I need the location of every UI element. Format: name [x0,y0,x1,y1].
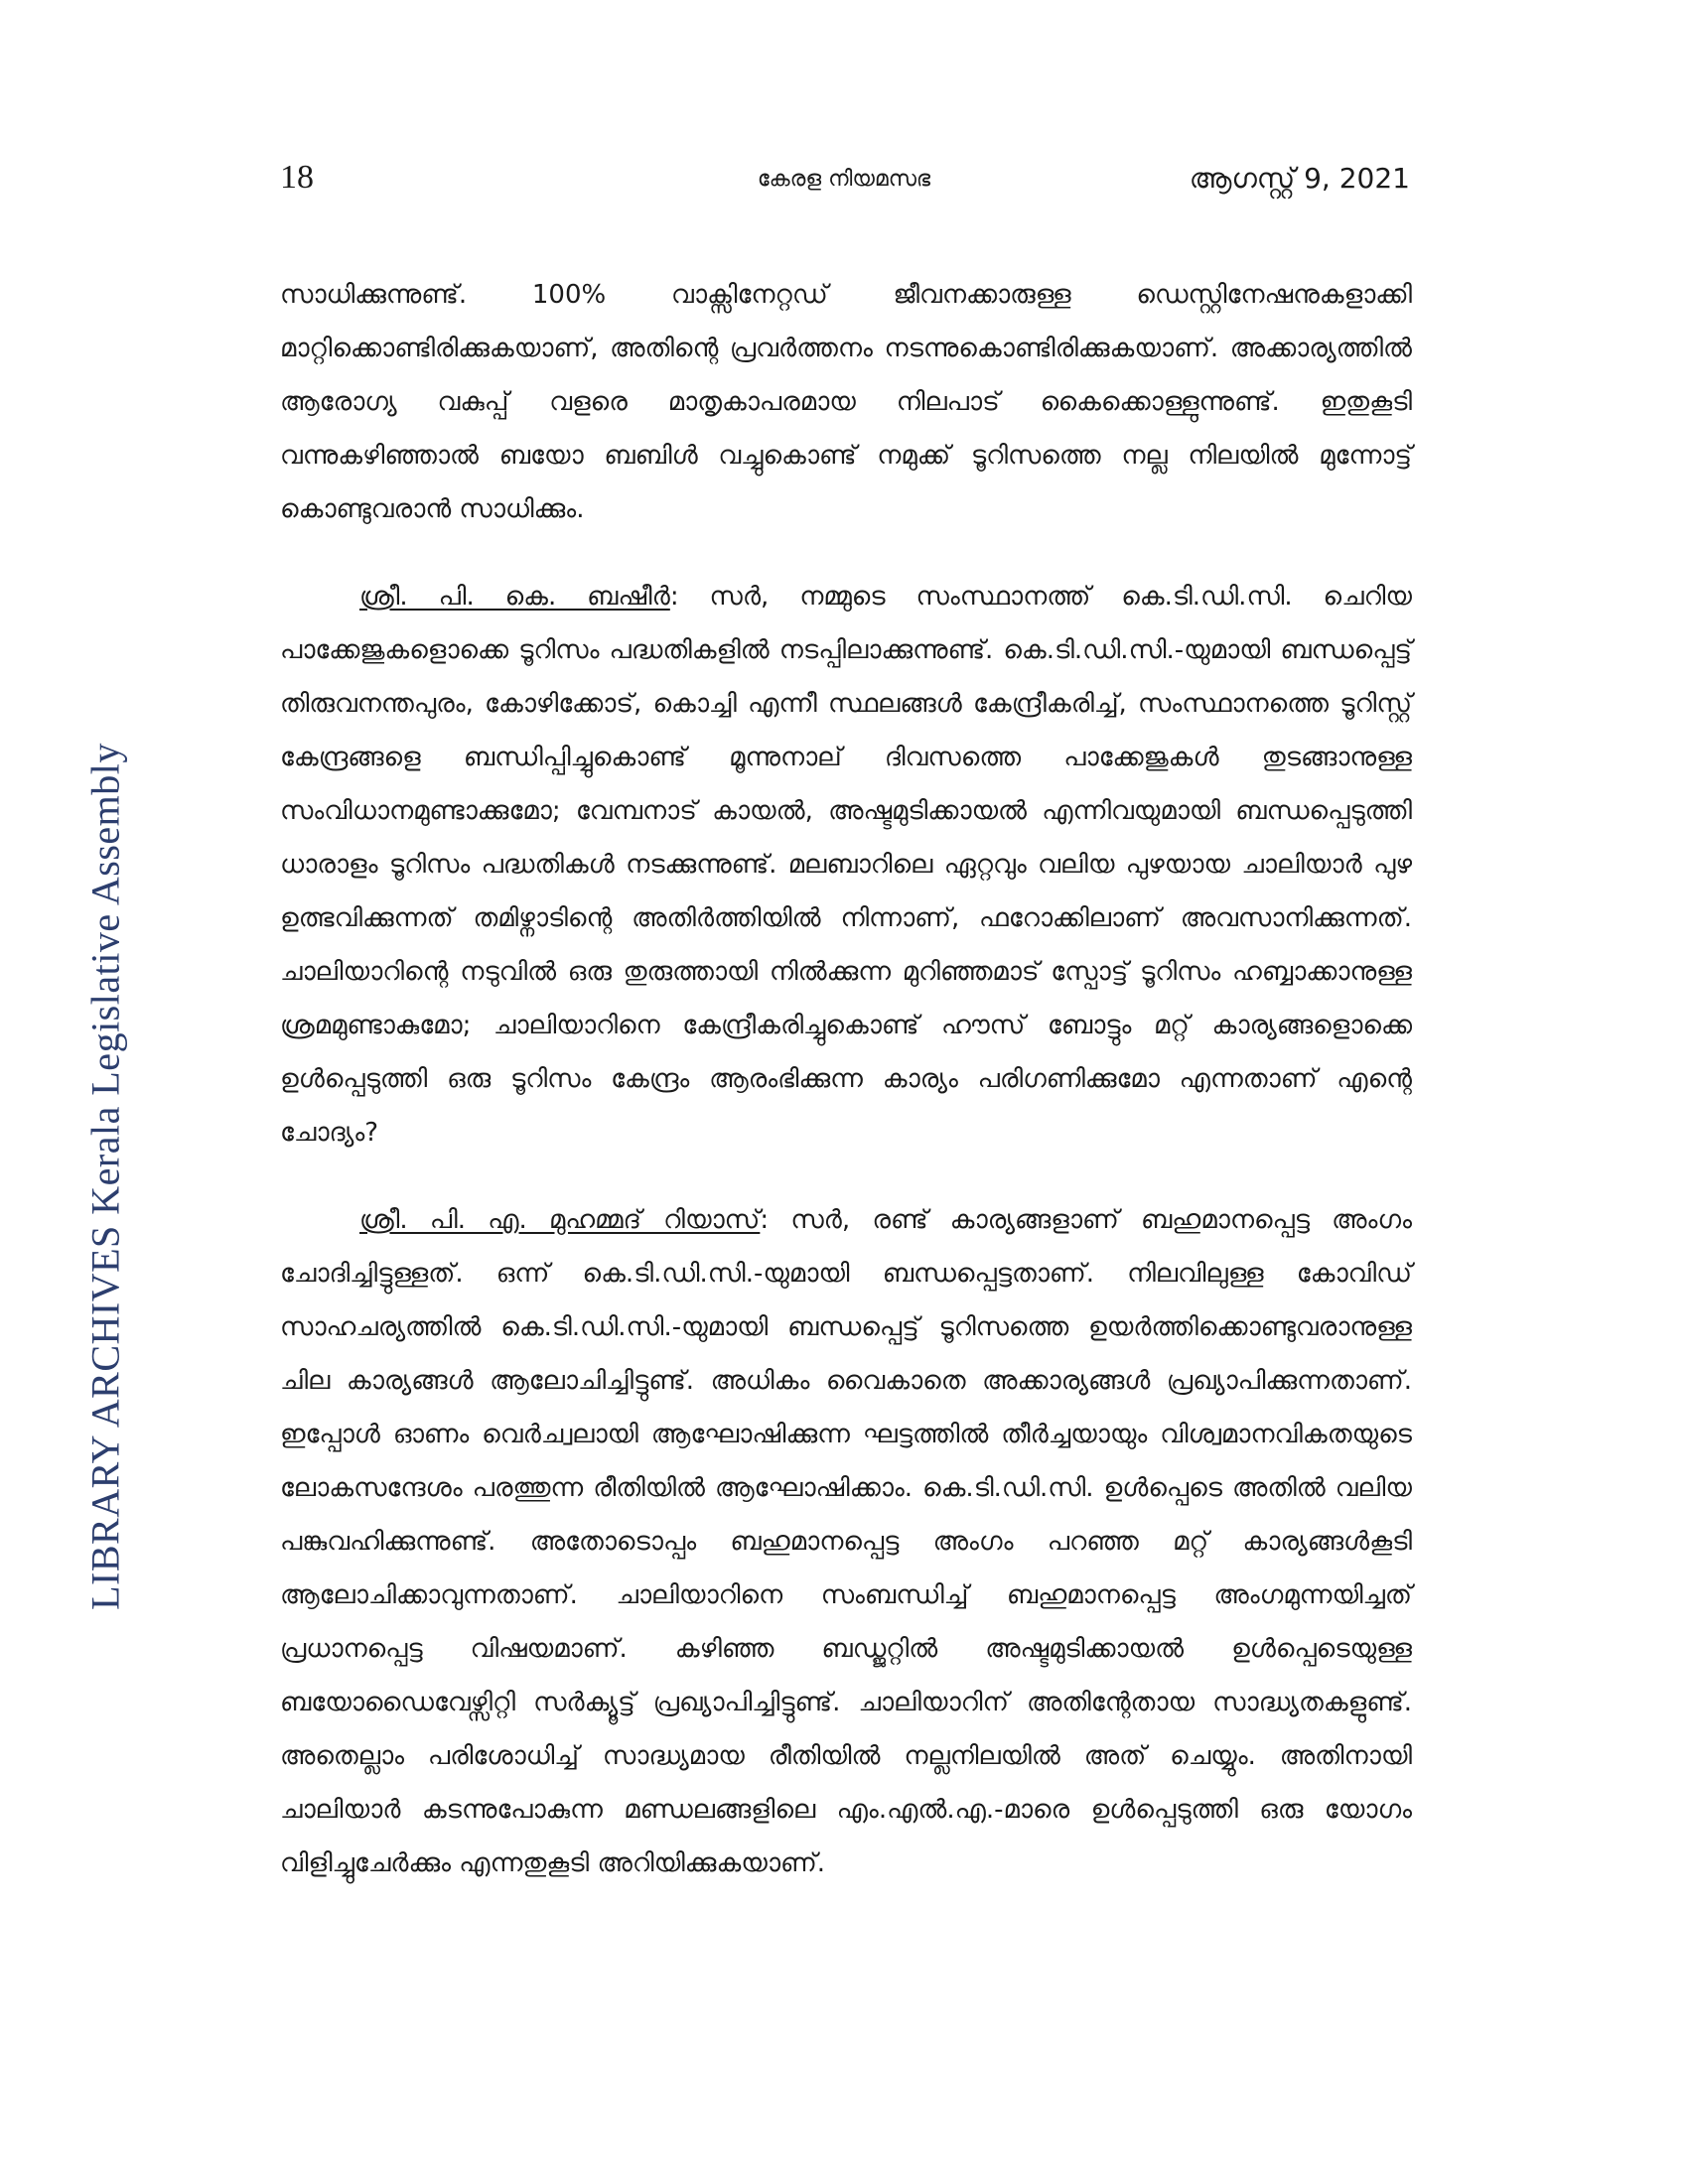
paragraph [280,268,1412,536]
paragraph [280,1193,1412,1890]
archive-watermark: LIBRARY ARCHIVES Kerala Legislative Assembly [82,743,128,1610]
page-number: 18 [280,159,314,196]
page-header-date: ആഗസ്റ്റ് 9, 2021 [1189,162,1410,195]
paragraph [280,570,1412,1160]
paragraph-text: സാധിക്കുന്നുണ്ട്. 100% വാക്സിനേറ്റഡ് ജീവനക്കാരുള്ള ഡെസ്റ്റിനേഷനുകളാക്കി മാറ്റിക്കൊണ്ടിരിക്കുകയാണ്, അതിന്റെ പ്രവർത്തനം നടന്നുകൊണ്ടിരിക്കുകയാണ്. അക്കാര്യത്തിൽ ആരോഗ്യ വകുപ്പ് വളരെ മാതൃകാപരമായ നിലപാട് കൈക്കൊള്ളുന്നുണ്ട്. ഇതുകൂടി വന്നുകഴിഞ്ഞാൽ ബയോ ബബിൾ വച്ചുകൊണ്ട് നമുക്ക് ടൂറിസത്തെ നല്ല നിലയിൽ മുന്നോട്ട് കൊണ്ടുവരാൻ സാധിക്കും. [280,280,1412,524]
document-body [280,268,1412,1924]
page-header-title: കേരള നിയമസഭ [757,167,931,192]
speaker-name: ശ്രീ. പി. എ. മുഹമ്മദ് റിയാസ് [359,1205,761,1235]
paragraph-text: : സർ, രണ്ട് കാര്യങ്ങളാണ് ബഹുമാനപ്പെട്ട അംഗം ചോദിച്ചിട്ടുള്ളത്. ഒന്ന് കെ.ടി.ഡി.സി.-യുമായി ബന്ധപ്പെട്ടതാണ്. നിലവിലുള്ള കോവിഡ് സാഹചര്യത്തിൽ കെ.ടി.ഡി.സി.-യുമായി ബന്ധപ്പെട്ട് ടൂറിസത്തെ ഉയർത്തിക്കൊണ്ടുവരാനുള്ള ചില കാര്യങ്ങൾ ആലോചിച്ചിട്ടുണ്ട്. അധികം വൈകാതെ അക്കാര്യങ്ങൾ പ്രഖ്യാപിക്കുന്നതാണ്. ഇപ്പോൾ ഓണം വെർച്വലായി ആഘോഷിക്കുന്ന ഘട്ടത്തിൽ തീർച്ചയായും വിശ്വമാനവികതയുടെ ലോകസന്ദേശം പരത്തുന്ന രീതിയിൽ ആഘോഷിക്കാം. കെ.ടി.ഡി.സി. ഉൾപ്പെടെ അതിൽ വലിയ പങ്കുവഹിക്കുന്നുണ്ട്. അതോടൊപ്പം ബഹുമാനപ്പെട്ട അംഗം പറഞ്ഞ മറ്റ് കാര്യങ്ങൾകൂടി ആലോചിക്കാവുന്നതാണ്. ചാലിയാറിനെ സംബന്ധിച്ച് ബഹുമാനപ്പെട്ട അംഗമുന്നയിച്ചത് പ്രധാനപ്പെട്ട വിഷയമാണ്. കഴിഞ്ഞ ബഡ്ജറ്റിൽ അഷ്ടമുടിക്കായൽ ഉൾപ്പെടെയുള്ള ബയോഡൈവേഴ്സിറ്റി സർക്യൂട്ട് പ്രഖ്യാപിച്ചിട്ടുണ്ട്. ചാലിയാറിന് അതിന്റേതായ സാദ്ധ്യതകളുണ്ട്. അതെല്ലാം പരിശോധിച്ച് സാദ്ധ്യമായ രീതിയിൽ നല്ലനിലയിൽ അത് ചെയ്യും. അതിനായി ചാലിയാർ കടന്നുപോകുന്ന മണ്ഡലങ്ങളിലെ എം.എൽ.എ.-മാരെ ഉൾപ്പെടുത്തി ഒരു യോഗം വിളിച്ചുചേർക്കും എന്നതുകൂടി അറിയിക്കുകയാണ്. [280,1205,1412,1878]
paragraph-text: : സർ, നമ്മുടെ സംസ്ഥാനത്ത് കെ.ടി.ഡി.സി. ചെറിയ പാക്കേജുകളൊക്കെ ടൂറിസം പദ്ധതികളിൽ നടപ്പിലാക്കുന്നുണ്ട്. കെ.ടി.ഡി.സി.-യുമായി ബന്ധപ്പെട്ട് തിരുവനന്തപുരം, കോഴിക്കോട്, കൊച്ചി എന്നീ സ്ഥലങ്ങൾ കേന്ദ്രീകരിച്ച്, സംസ്ഥാനത്തെ ടൂറിസ്റ്റ് കേന്ദ്രങ്ങളെ ബന്ധിപ്പിച്ചുകൊണ്ട് മൂന്നുനാല് ദിവസത്തെ പാക്കേജുകൾ തുടങ്ങാനുള്ള സംവിധാനമുണ്ടാക്കുമോ; വേമ്പനാട് കായൽ, അഷ്ടമുടിക്കായൽ എന്നിവയുമായി ബന്ധപ്പെടുത്തി ധാരാളം ടൂറിസം പദ്ധതികൾ നടക്കുന്നുണ്ട്. മലബാറിലെ ഏറ്റവും വലിയ പുഴയായ ചാലിയാർ പുഴ ഉത്ഭവിക്കുന്നത് തമിഴ്നാടിന്റെ അതിർത്തിയിൽ നിന്നാണ്, ഫറോക്കിലാണ് അവസാനിക്കുന്നത്. ചാലിയാറിന്റെ നടുവിൽ ഒരു തുരുത്തായി നിൽക്കുന്ന മുറിഞ്ഞമാട് സ്പോട്ട് ടൂറിസം ഹബ്ബാക്കാനുള്ള ശ്രമമുണ്ടാകുമോ; ചാലിയാറിനെ കേന്ദ്രീകരിച്ചുകൊണ്ട് ഹൗസ് ബോട്ടും മറ്റ് കാര്യങ്ങളൊക്കെ ഉൾപ്പെടുത്തി ഒരു ടൂറിസം കേന്ദ്രം ആരംഭിക്കുന്ന കാര്യം പരിഗണിക്കുമോ എന്നതാണ് എന്റെ ചോദ്യം? [280,582,1412,1148]
speaker-name: ശ്രീ. പി. കെ. ബഷീർ [359,582,670,612]
